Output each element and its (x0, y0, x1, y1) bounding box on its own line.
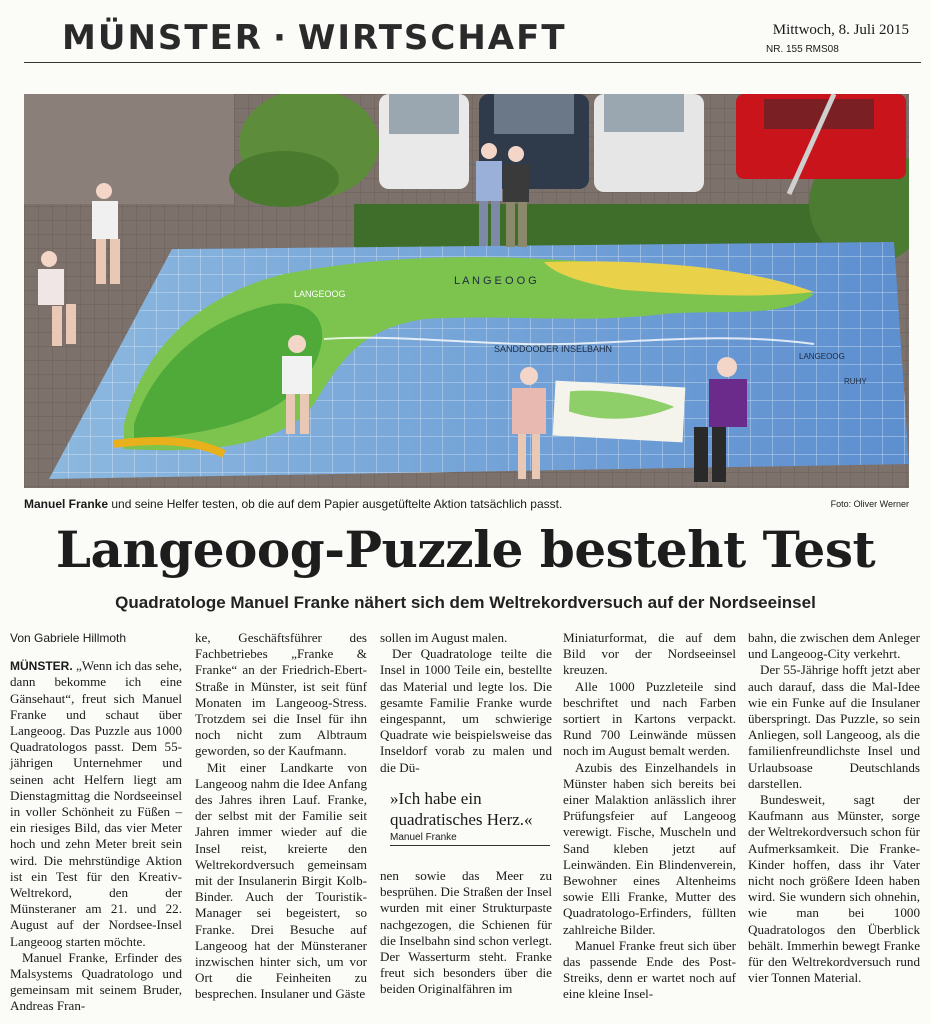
article-author: Von Gabriele Hillmoth (10, 631, 127, 645)
map-label-left: LANGEOOG (294, 289, 346, 299)
map-label-middle: SANDDOODER INSELBAHN (494, 344, 613, 354)
pull-quote-text: »Ich habe ein quadratisches Herz.« (390, 789, 533, 829)
pull-quote (390, 788, 550, 846)
section-masthead (62, 18, 567, 58)
article-paragraph: Der Quadratologe teilte die Insel in 1000 Teile ein, bestellte das Material und legte los. Die gesamte Familie Franke wurde eingespannt, um schwierige Quadrate wie beispielsweise das Inseldorf vorab zu malen und die Dü- (380, 646, 552, 775)
article-paragraph: Mit einer Landkarte von Langeoog nahm die Idee Anfang des Jahres ihren Lauf. Franke, der selbst mit der Familie seit Jahren immer wieder auf die Insel reist, kreierte den Weltrekordversuch gemeinsam mit der Insulanerin Birgit Kolb-Binder. Auch der Touristik-Manager sei begeistert, so Franke. Drei Besuche auf Langeoog hat der Münsteraner inzwischen hinter sich, um vor Ort die Feinheiten zu besprechen. Insulaner und Gäste (195, 759, 367, 1002)
masthead-separator: · (272, 18, 288, 58)
article-paragraph: sollen im August malen. (380, 630, 508, 645)
article-column-2 (195, 630, 367, 1003)
paragraph-text: „Wenn ich das sehe, dann bekomme ich eine Gänsehaut“, freut sich Manuel Franke und schaut über Langeoog. Das Puzzle aus 1000 Quadratologos passt. Dem 55-jährigen Unternehmer und seinen acht Helfern liegt am Dienstagmittag die Nordseeinsel in voller Schönheit zu Füßen – ein riesiges Bild, das vier Meter hoch und zehn Meter breit sein wird. Die mehrstündige Aktion ist ein Test für den Kreativ-Weltrekord, den der Münsteraner am 21. und 22. August auf der Nordsee-Insel Langeoog starten möchte. (10, 658, 182, 949)
article-paragraph: Bundesweit, sagt der Kaufmann aus Münster, sorge der Weltrekordversuch schon für Aufmerksamkeit. Die Franke-Kinder hoffen, dass ihr Vater nicht noch größere Ideen haben wird. Sie wundern sich ohnehin, wie man bei 1000 Quadratologos den Überblick behält. Immerhin bewegt Franke für den Weltrekordversuch rund vier Tonnen Material. (748, 792, 920, 986)
article-paragraph: Manuel Franke, Erfinder des Malsystems Quadratologo und gemeinsam mit seinem Bruder, Andreas Fran- (10, 949, 182, 1014)
article-paragraph: ke, Geschäftsführer des Fachbetriebes „Franke & Franke“ an der Friedrich-Ebert-Straße in Münster, ist seit fünf Monaten im Langeoog-Stress. Trotzdem sei die Insel für ihn noch nicht zum Albtraum geworden, so der Kaufmann. (195, 630, 367, 759)
caption-name: Manuel Franke (24, 497, 109, 511)
article-headline: Langeoog-Puzzle besteht Test (55, 520, 876, 579)
article-subhead: Quadratologe Manuel Franke nähert sich dem Weltrekordversuch auf der Nordseeinsel (115, 593, 816, 612)
article-column-1 (10, 630, 182, 1015)
header-rule (24, 62, 921, 63)
section-name-city: MÜNSTER (62, 18, 263, 58)
article-paragraph: Miniaturformat, die auf dem Bild vor der Nordseeinsel kreuzen. (563, 630, 736, 678)
article-column-5 (748, 630, 920, 986)
article-paragraph: nen sowie das Meer zu besprühen. Die Straßen der Insel wurden mit einer Strukturpaste nachgezogen, die Schienen für die Inselbahn sind schon verlegt. Der Wasserturm steht. Franke freut sich besonders über die beiden Originalfähren im (380, 868, 552, 997)
article-photo (24, 94, 909, 488)
photo-credit: Foto: Oliver Werner (830, 499, 909, 509)
article-paragraph: Manuel Franke freut sich über das passende Ende des Post-Streiks, denn er wartet noch auf eine kleine Insel- (563, 937, 736, 1002)
issue-date: Mittwoch, 8. Juli 2015 (772, 22, 909, 38)
map-label-top: L A N G E O O G (454, 275, 537, 287)
issue-number: NR. 155 RMS08 (766, 44, 839, 55)
article-paragraph: Azubis des Einzelhandels in Münster haben sich bereits bei einer Malaktion anlässlich ihrer Prüfungsfeier auf Langeoog verewigt. Fische, Muscheln und Sand kleben jetzt auf Leinwänden. Ein Blindenverein, Bewohner eines Altenheims sowie Elli Franke, Mutter des Quadratologo-Erfinders, füllten zahlreiche Bilder. (563, 759, 736, 937)
article-column-4 (563, 630, 736, 1003)
article-column-3-continued (380, 868, 552, 998)
article-paragraph: Alle 1000 Puzzleteile sind beschriftet und nach Farben sortiert in Kartons verpackt. Rund 700 Leinwände müssen noch im August bemalt werden. (563, 678, 736, 759)
pull-quote-author: Manuel Franke (390, 832, 550, 846)
photo-caption (24, 497, 562, 511)
section-name-topic: WIRTSCHAFT (297, 18, 567, 58)
article-paragraph: bahn, die zwischen dem Anleger und Langeoog-City verkehrt. (748, 630, 920, 662)
article-paragraph: Der 55-Jährige hofft jetzt aber auch darauf, dass die Mal-Idee wie ein Funke auf die Insulaner überspringt. Das Puzzle, so sein Anliegen, soll Langeoog, als die familienfreundlichste Insel und Urlaubsoase Deutschlands darstellen. (748, 662, 920, 791)
puzzle-map-photo (24, 94, 909, 488)
map-label-right2: RUHY (844, 377, 867, 386)
caption-text: und seine Helfer testen, ob die auf dem Papier ausgetüftelte Aktion tatsächlich passt. (108, 497, 563, 511)
map-label-right: LANGEOOG (799, 352, 845, 361)
article-paragraph (10, 658, 182, 950)
article-column-3 (380, 630, 552, 776)
article-dateline-city: MÜNSTER. (10, 659, 73, 674)
